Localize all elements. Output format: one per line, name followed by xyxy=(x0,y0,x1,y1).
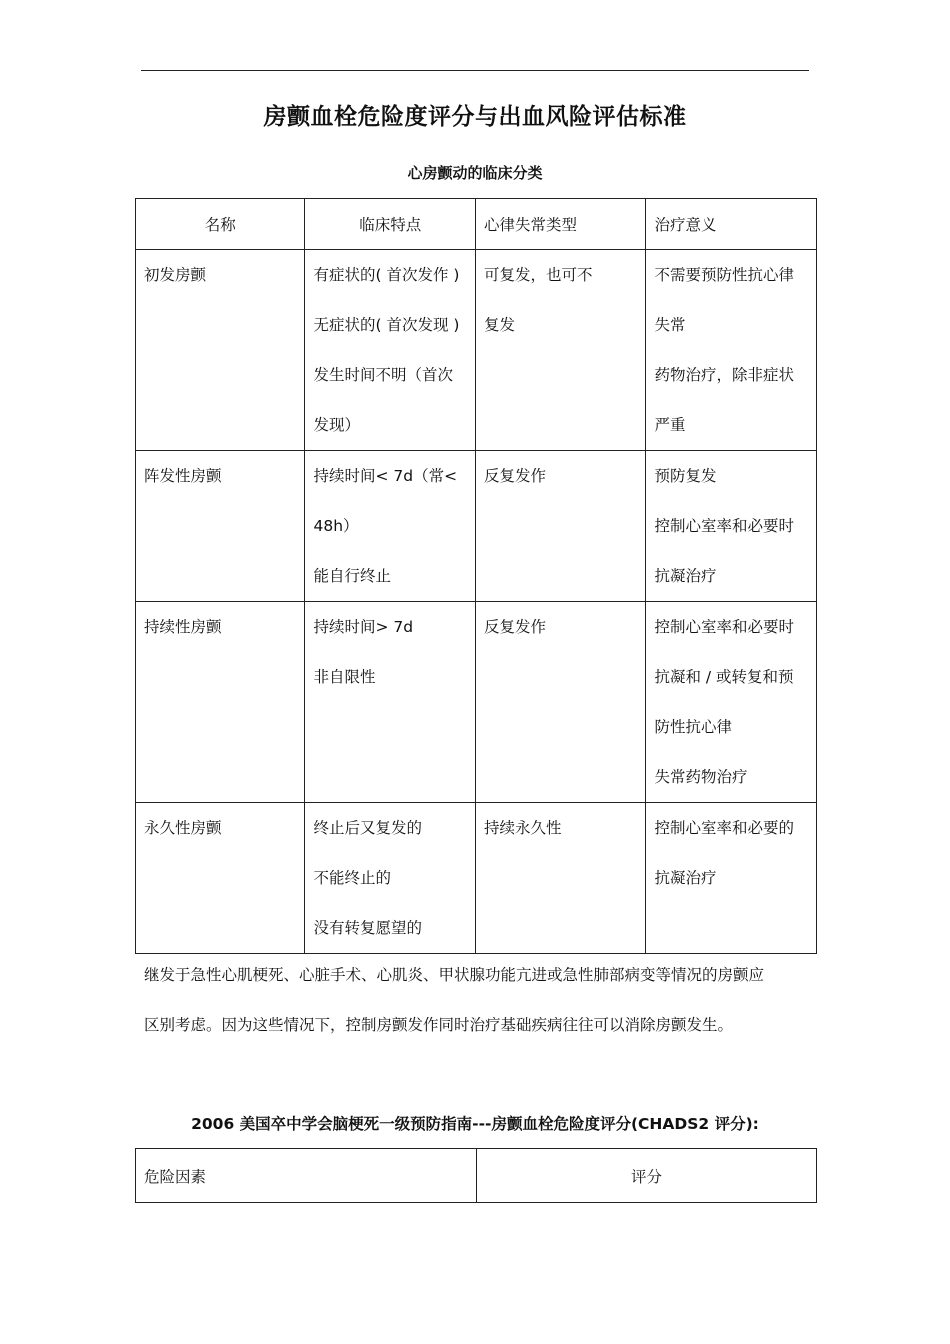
header-meaning: 治疗意义 xyxy=(646,199,817,250)
cell-line: 阵发性房颤 xyxy=(144,467,222,485)
cell-line: 有症状的( 首次发作 ) xyxy=(313,266,460,284)
cell-line: 不能终止的 xyxy=(313,869,391,887)
header-features: 临床特点 xyxy=(305,199,476,250)
chads2-table xyxy=(135,1148,817,1203)
cell-name xyxy=(136,602,305,803)
cell-line: 发现） xyxy=(313,416,360,434)
cell-type xyxy=(475,803,646,954)
cell-line: 持续时间< 7d（常< xyxy=(313,467,458,485)
table-row xyxy=(136,803,817,954)
cell-type xyxy=(475,451,646,602)
cell-line: 严重 xyxy=(654,416,686,434)
section-subtitle: 心房颤动的临床分类 xyxy=(407,164,543,182)
header-rule xyxy=(141,70,809,71)
header-score: 评分 xyxy=(477,1149,817,1203)
cell-type xyxy=(475,602,646,803)
cell-line: 无症状的( 首次发现 ) xyxy=(313,316,460,334)
cell-line: 失常药物治疗 xyxy=(654,768,748,786)
cell-line: 持续时间> 7d xyxy=(313,618,414,636)
cell-line: 永久性房颤 xyxy=(144,819,222,837)
table-row xyxy=(136,250,817,451)
cell-line: 可复发，也可不 xyxy=(483,266,593,284)
cell-line: 没有转复愿望的 xyxy=(313,919,422,937)
paragraph-line: 继发于急性心肌梗死、心脏手术、心肌炎、甲状腺功能亢进或急性肺部病变等情况的房颤应 xyxy=(144,966,765,984)
cell-line: 终止后又复发的 xyxy=(313,819,422,837)
cell-line: 初发房颤 xyxy=(144,266,207,284)
cell-features xyxy=(305,602,476,803)
header-risk-factor: 危险因素 xyxy=(136,1149,477,1203)
cell-features xyxy=(305,250,476,451)
table-row xyxy=(136,451,817,602)
cell-line: 持续性房颤 xyxy=(144,618,222,636)
note-paragraph xyxy=(144,950,824,1050)
document-title: 房颤血栓危险度评分与出血风险评估标准 xyxy=(263,104,687,130)
cell-type xyxy=(475,250,646,451)
classification-table xyxy=(135,198,817,954)
cell-meaning xyxy=(646,451,817,602)
cell-line: 持续永久性 xyxy=(483,819,562,837)
cell-meaning xyxy=(646,803,817,954)
table-row xyxy=(136,602,817,803)
cell-line: 不需要预防性抗心律 xyxy=(654,266,794,284)
cell-meaning xyxy=(646,602,817,803)
cell-line: 能自行终止 xyxy=(313,567,391,585)
cell-line: 非自限性 xyxy=(313,668,376,686)
cell-line: 发生时间不明（首次 xyxy=(313,366,453,384)
cell-name xyxy=(136,803,305,954)
chads2-section-title: 2006 美国卒中学会脑梗死一级预防指南---房颤血栓危险度评分(CHADS2 评分): xyxy=(191,1115,759,1133)
cell-line: 复发 xyxy=(483,316,515,334)
cell-meaning xyxy=(646,250,817,451)
cell-line: 药物治疗，除非症状 xyxy=(654,366,794,384)
cell-line: 预防复发 xyxy=(654,467,717,485)
cell-line: 控制心室率和必要的 xyxy=(654,819,794,837)
cell-line: 防性抗心律 xyxy=(654,718,732,736)
cell-line: 反复发作 xyxy=(483,618,546,636)
cell-features xyxy=(305,803,476,954)
cell-name xyxy=(136,250,305,451)
cell-line: 反复发作 xyxy=(483,467,546,485)
cell-line: 控制心室率和必要时 xyxy=(654,618,794,636)
cell-line: 48h） xyxy=(313,517,359,535)
cell-line: 抗凝治疗 xyxy=(654,869,717,887)
header-type: 心律失常类型 xyxy=(475,199,646,250)
table-header-row xyxy=(136,199,817,250)
cell-line: 失常 xyxy=(654,316,686,334)
paragraph-line: 区别考虑。因为这些情况下，控制房颤发作同时治疗基础疾病往往可以消除房颤发生。 xyxy=(144,1016,734,1034)
cell-line: 抗凝治疗 xyxy=(654,567,717,585)
cell-line: 控制心室率和必要时 xyxy=(654,517,794,535)
cell-line: 抗凝和 / 或转复和预 xyxy=(654,668,794,686)
header-name: 名称 xyxy=(136,199,305,250)
cell-name xyxy=(136,451,305,602)
table-header-row xyxy=(136,1149,817,1203)
cell-features xyxy=(305,451,476,602)
